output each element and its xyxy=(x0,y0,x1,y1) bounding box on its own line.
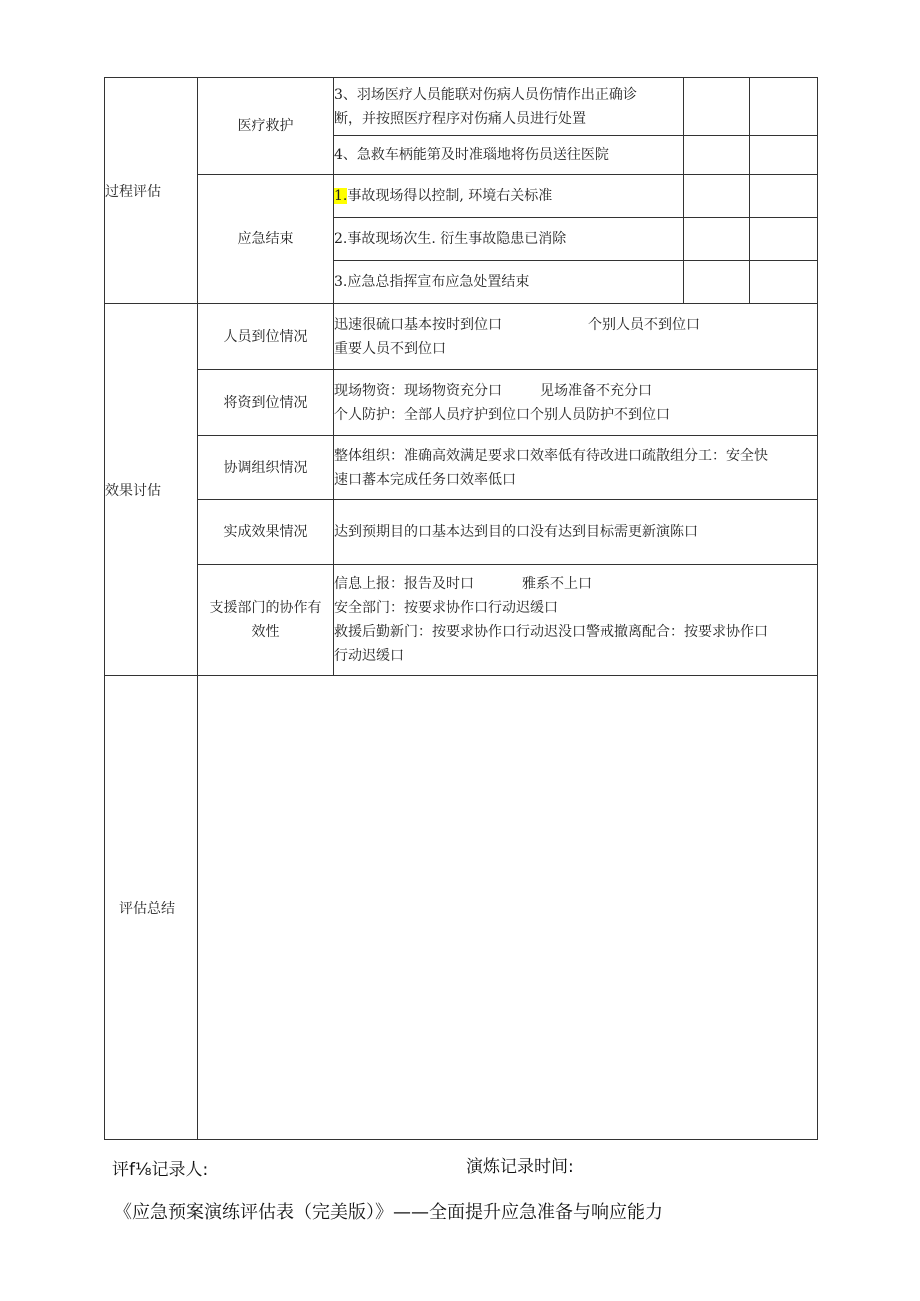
actual-row xyxy=(105,500,818,565)
medical-item-3-line2: 断，并按照医疗程序对伤痛人员进行处置 xyxy=(334,110,586,127)
ending-item-1 xyxy=(334,175,684,218)
recorder-label: 评f⅛记录人: xyxy=(112,1160,209,1180)
sub-actual: 实成效果情况 xyxy=(198,500,334,565)
coordination-line2: 速口蕃本完成任务口效率低口 xyxy=(334,471,516,488)
remark-cell[interactable] xyxy=(750,261,818,304)
materials-line1b: 见场准备不充分口 xyxy=(540,382,652,399)
score-cell[interactable] xyxy=(684,78,750,136)
ending-item-1-number: 1. xyxy=(334,188,348,204)
materials-options xyxy=(334,370,818,436)
sub-medical: 医疗救护 xyxy=(198,78,334,175)
ending-item-3: 3.应急总指挥宣布应急处置结束 xyxy=(334,261,684,304)
category-summary: 评估总结 xyxy=(105,676,198,1140)
ending-item-2: 2.事故现场次生. 衍生事故隐患已消除 xyxy=(334,218,684,261)
support-line1a: 信息上报：报告及时口 xyxy=(334,576,474,592)
sub-coordination: 协调组织情况 xyxy=(198,436,334,500)
score-cell[interactable] xyxy=(684,218,750,261)
record-time-label: 演炼记录时间: xyxy=(466,1157,574,1177)
remark-cell[interactable] xyxy=(750,218,818,261)
coordination-options xyxy=(334,436,818,500)
coordination-line1: 整体组织：准确高效满足要求口效率低有待改进口疏散组分工：安全快 xyxy=(334,447,768,464)
evaluation-form-table xyxy=(104,77,818,1140)
summary-row xyxy=(105,676,818,1140)
medical-row-3 xyxy=(105,78,818,136)
remark-cell[interactable] xyxy=(750,78,818,136)
personnel-row xyxy=(105,304,818,370)
support-row xyxy=(105,565,818,676)
document-title: 《应急预案演练评估表（完美版）》——全面提升应急准备与响应能力 xyxy=(114,1202,663,1223)
medical-item-3 xyxy=(334,78,684,136)
sub-personnel: 人员到位情况 xyxy=(198,304,334,370)
summary-content[interactable] xyxy=(198,676,818,1140)
personnel-line1a: 迅速很硫口基本按时到位口 xyxy=(334,316,502,333)
ending-row-1 xyxy=(105,175,818,218)
support-line4: 行动迟缓口 xyxy=(334,648,404,664)
score-cell[interactable] xyxy=(684,261,750,304)
remark-cell[interactable] xyxy=(750,175,818,218)
medical-item-3-line1: 3、羽场医疗人员能联对伤病人员伤情作出正确诊 xyxy=(334,86,637,103)
score-cell[interactable] xyxy=(684,175,750,218)
sub-support xyxy=(198,565,334,676)
score-cell[interactable] xyxy=(684,136,750,175)
sub-ending: 应急结束 xyxy=(198,175,334,304)
sub-support-line2: 效性 xyxy=(251,624,280,640)
support-line1b: 雅系不上口 xyxy=(522,576,592,592)
ending-item-1-text: 事故现场得以控制, 环境右关标准 xyxy=(347,188,553,204)
personnel-line2: 重要人员不到位口 xyxy=(334,340,446,357)
materials-row xyxy=(105,370,818,436)
actual-options: 达到预期目的口基本达到目的口没有达到目标需更新演陈口 xyxy=(334,500,818,565)
remark-cell[interactable] xyxy=(750,136,818,175)
support-line3: 救援后勤新门：按要求协作口行动迟没口警戒撤离配合：按要求协作口 xyxy=(334,624,768,640)
materials-line1a: 现场物资：现场物资充分口 xyxy=(334,382,502,399)
personnel-options xyxy=(334,304,818,370)
materials-line2: 个人防护：全部人员疗护到位口个别人员防护不到位口 xyxy=(334,406,670,423)
medical-item-4: 4、急救车柄能第及时准瑙地将伤员送往医院 xyxy=(334,136,684,175)
personnel-line1b: 个别人员不到位口 xyxy=(588,316,700,333)
category-effect: 效果讨估 xyxy=(105,304,198,676)
sub-support-line1: 支援部门的协作有 xyxy=(209,600,322,616)
sub-materials: 将资到位情况 xyxy=(198,370,334,436)
category-process: 过程评估 xyxy=(105,78,198,304)
support-line2: 安全部门：按要求协作口行动迟缓口 xyxy=(334,600,558,616)
coordination-row xyxy=(105,436,818,500)
support-options xyxy=(334,565,818,676)
